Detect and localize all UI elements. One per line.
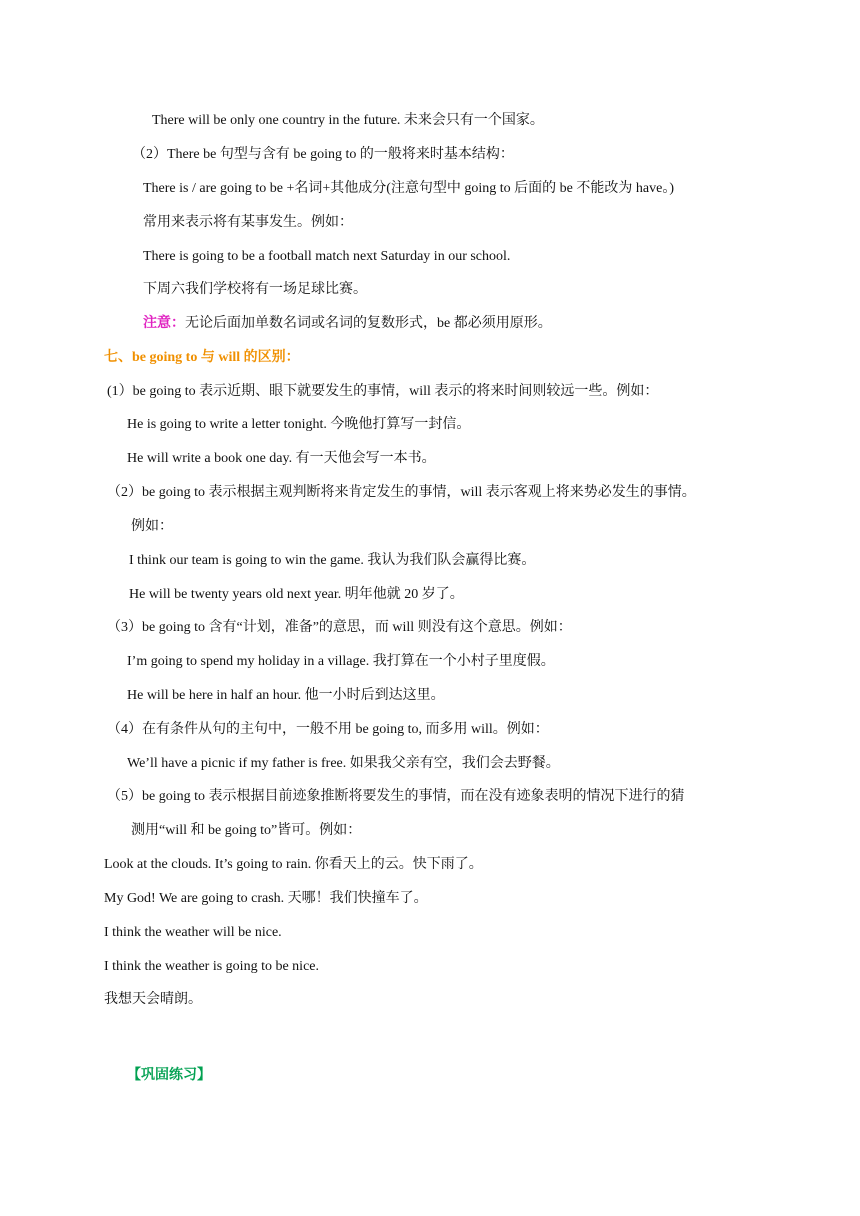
text-line: （3）be going to 含有“计划，准备”的意思，而 will 则没有这个意思。例如： — [107, 620, 572, 635]
text-line: I’m going to spend my holiday in a village. 我打算在一个小村子里度假。 — [127, 654, 555, 669]
text-line: He will be twenty years old next year. 明年他就 20 岁了。 — [129, 587, 464, 602]
text-line: He is going to write a letter tonight. 今晚他打算写一封信。 — [127, 417, 471, 432]
text-line: I think the weather is going to be nice. — [104, 959, 319, 974]
practice-heading: 【巩固练习】 — [127, 1068, 211, 1083]
text-line: We’ll have a picnic if my father is free. 如果我父亲有空，我们会去野餐。 — [127, 756, 560, 771]
text-line: 例如： — [131, 519, 173, 534]
text-line: He will be here in half an hour. 他一小时后到达这里。 — [127, 688, 445, 703]
text-line: 测用“will 和 be going to”皆可。例如： — [131, 823, 362, 838]
text-line: （5）be going to 表示根据目前迹象推断将要发生的事情，而在没有迹象表明的情况下进行的猜 — [107, 789, 685, 804]
note-label: 注意： — [143, 316, 185, 331]
text-line: I think our team is going to win the game. 我认为我们队会赢得比赛。 — [129, 553, 536, 568]
text-line: 我想天会晴朗。 — [104, 992, 202, 1007]
text-line: （2）There be 句型与含有 be going to 的一般将来时基本结构： — [132, 147, 514, 162]
text-line: （4）在有条件从句的主句中，一般不用 be going to, 而多用 will。例如： — [107, 722, 549, 737]
text-line: (1）be going to 表示近期、眼下就要发生的事情，will 表示的将来时间则较远一些。例如： — [107, 384, 659, 399]
text-line: （2）be going to 表示根据主观判断将来肯定发生的事情，will 表示客观上将来势必发生的事情。 — [107, 485, 696, 500]
text-line: I think the weather will be nice. — [104, 925, 282, 940]
text-line: He will write a book one day. 有一天他会写一本书。 — [127, 451, 436, 466]
text-line: 下周六我们学校将有一场足球比赛。 — [143, 282, 367, 297]
note-text: 无论后面加单数名词或名词的复数形式，be 都必须用原形。 — [185, 316, 552, 331]
text-line: Look at the clouds. It’s going to rain. 你看天上的云。快下雨了。 — [104, 857, 483, 872]
text-line: 常用来表示将有某事发生。例如： — [143, 215, 353, 230]
note-line — [143, 314, 552, 334]
text-line: There will be only one country in the future. 未来会只有一个国家。 — [152, 113, 544, 128]
text-line: There is / are going to be +名词+其他成分(注意句型中 going to 后面的 be 不能改为 have。) — [143, 181, 674, 196]
text-line: There is going to be a football match next Saturday in our school. — [143, 249, 511, 264]
text-line: My God! We are going to crash. 天哪！我们快撞车了。 — [104, 891, 428, 906]
section-heading: 七、be going to 与 will 的区别： — [104, 350, 300, 365]
